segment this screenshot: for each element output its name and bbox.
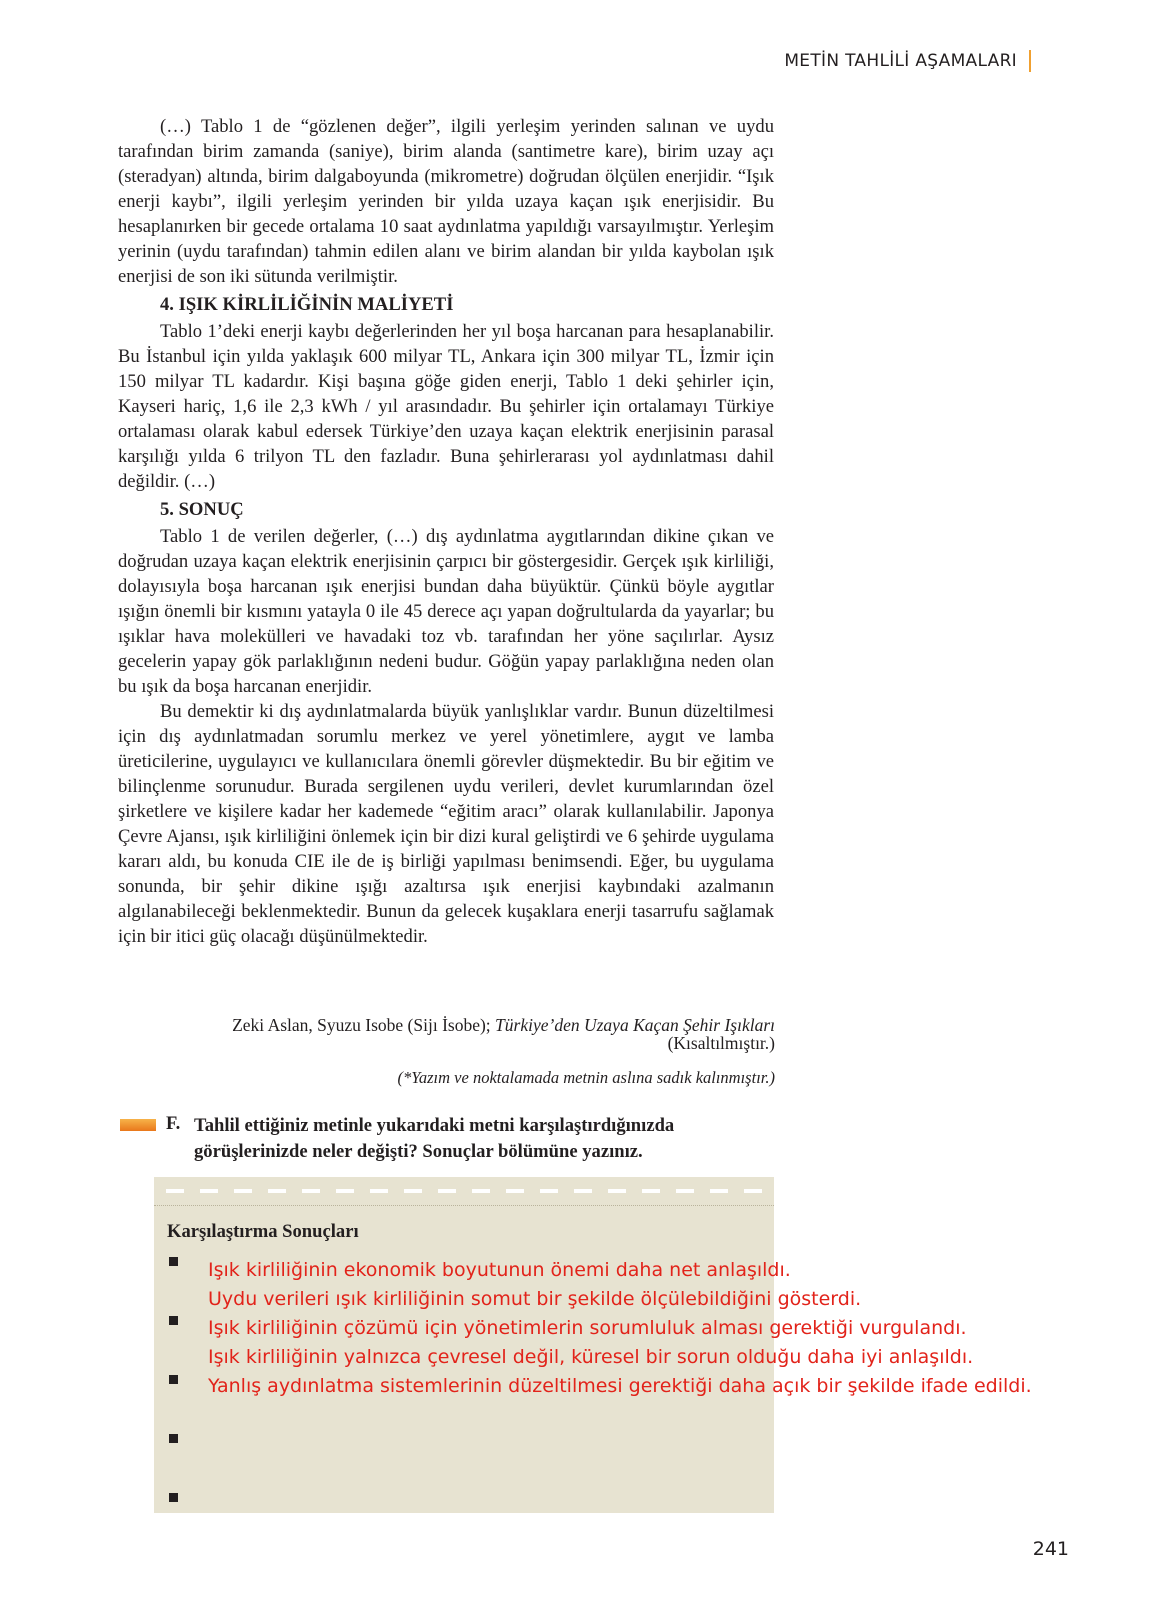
header-accent-bar	[1029, 50, 1031, 72]
dashed-border	[154, 1185, 774, 1197]
handwritten-answers	[208, 1256, 1032, 1401]
answer-line: Uydu verileri ışık kirliliğinin somut bir şekilde ölçülebildiğini gösterdi.	[208, 1288, 862, 1310]
paragraph-2: Tablo 1’deki enerji kaybı değerlerinden her yıl boşa harcanan para hesaplanabilir. Bu İstanbul için yılda yaklaşık 600 milyar TL, Ankara için 300 milyar TL, İzmir için 150 milyar TL kadardır. Kişi başına göğe giden enerji, Tablo 1 deki şehirler için, Kayseri hariç, 1,6 ile 2,3 kWh / yıl arasındadır. Bu şehirler için ortalamayı Türkiye ortalaması olarak kabul edersek Türkiye’den uzaya kaçan elektrik enerjisinin parasal karşılığı yılda 6 trilyon TL den fazladır. Buna şehirlerarası yol aydınlatması dahil değildir. (…)	[118, 321, 774, 492]
source-authors: Zeki Aslan, Syuzu Isobe (Sijı İsobe);	[232, 1015, 496, 1035]
paragraph-3: Tablo 1 de verilen değerler, (…) dış aydınlatma aygıtlarından dikine çıkan ve doğrudan uzaya kaçan elektrik enerjisinin çarpıcı bir göstergesidir. Gerçek ışık kirliliği, dolayısıyla boşa harcanan ışık enerjisi bundan daha büyüktür. Çünkü böyle aygıtlar ışığın önemli bir kısmını yatayla 0 ile 45 derece açı yapan doğrultularda da yayarlar; bu ışıklar hava molekülleri ve havadaki toz vb. tarafından her yöne saçılırlar. Aysız gecelerin yapay gök parlaklığının nedeni budur. Göğün yapay parlaklığına neden olan bu ışık da boşa harcanan enerjidir.	[118, 526, 774, 697]
answer-line: Işık kirliliğinin ekonomik boyutunun önemi daha net anlaşıldı.	[208, 1259, 791, 1281]
source-note: (Kısaltılmıştır.)	[667, 1033, 775, 1053]
task-f	[120, 1113, 780, 1165]
header-title: METİN TAHLİLİ AŞAMALARI	[784, 51, 1017, 71]
bullet-icon	[169, 1434, 178, 1443]
bullet-icon	[169, 1375, 178, 1384]
answer-line: Yanlış aydınlatma sistemlerinin düzeltilmesi gerektiği daha açık bir şekilde ifade edildi.	[208, 1375, 1032, 1397]
answer-line: Işık kirliliğinin yalnızca çevresel değil, küresel bir sorun olduğu daha iyi anlaşıldı.	[208, 1346, 974, 1368]
source-title: Türkiye’den Uzaya Kaçan Şehir Işıkları	[495, 1015, 775, 1035]
article-body	[118, 114, 774, 949]
bullet-icon	[169, 1493, 178, 1502]
spelling-footnote: (*Yazım ve noktalamada metnin aslına sadık kalınmıştır.)	[397, 1068, 775, 1087]
dotted-divider	[154, 1205, 774, 1206]
running-header	[784, 50, 1031, 72]
bullet-icon	[169, 1257, 178, 1266]
heading-cost: 4. IŞIK KİRLİLİĞİNİN MALİYETİ	[160, 294, 454, 315]
bullet-icon	[169, 1316, 178, 1325]
task-marker-icon	[120, 1119, 156, 1131]
paragraph-4: Bu demektir ki dış aydınlatmalarda büyük yanlışlıklar vardır. Bunun düzeltilmesi için dış aydınlatmadan sorumlu merkez ve yerel yönetimlere, aygıt ve lamba üreticilerine, uygulayıcı ve kullanıcılara önemli görevler düşmektedir. Bu bir eğitim ve bilinçlenme sorunudur. Burada sergilenen uydu verileri, devlet kurumlarından özel şirketlere ve kişilere kadar her kademede “eğitim aracı” olarak kullanılabilir. Japonya Çevre Ajansı, ışık kirliliğini önlemek için bir dizi kural geliştirdi ve 6 şehirde uygulama kararı aldı, bu konuda CIE ile de iş birliği yapılması benimsendi. Eğer, bu uygulama sonunda, bir şehir dikine ışığı azaltırsa ışık enerjisi kaybındaki azalmanın algılanabileceği beklenmektedir. Bunun da gelecek kuşaklara enerji tasarrufu sağlamak için bir itici güç olacağı düşünülmektedir.	[118, 701, 774, 947]
task-letter: F.	[166, 1113, 181, 1134]
paragraph-1: (…) Tablo 1 de “gözlenen değer”, ilgili yerleşim yerinden salınan ve uydu tarafından birim zamanda (saniye), birim alanda (santimetre kare), birim uzay açı (steradyan) altında, birim dalgaboyunda (mikrometre) doğrudan ölçülen enerjidir. “Işık enerji kaybı”, ilgili yerleşim yerinden bir yılda uzaya kaçan ışık enerjisidir. Bu hesaplanırken bir gecede ortalama 10 saat aydınlatma yapıldığı varsayılmıştır. Yerleşim yerinin (uydu tarafından) tahmin edilen alanı ve birim alandan bir yılda kaybolan ışık enerjisi de son iki sütunda verilmiştir.	[118, 116, 774, 287]
answer-line: Işık kirliliğinin çözümü için yönetimlerin sorumluluk alması gerektiği vurgulandı.	[208, 1317, 967, 1339]
heading-conclusion: 5. SONUÇ	[160, 499, 244, 520]
task-instruction: Tahlil ettiğiniz metinle yukarıdaki metni karşılaştırdığınızda görüşlerinizde neler değişti? Sonuçlar bölümüne yazınız.	[194, 1115, 675, 1162]
results-title: Karşılaştırma Sonuçları	[167, 1221, 359, 1242]
page-number: 241	[1032, 1538, 1069, 1560]
source-citation	[232, 1016, 775, 1052]
